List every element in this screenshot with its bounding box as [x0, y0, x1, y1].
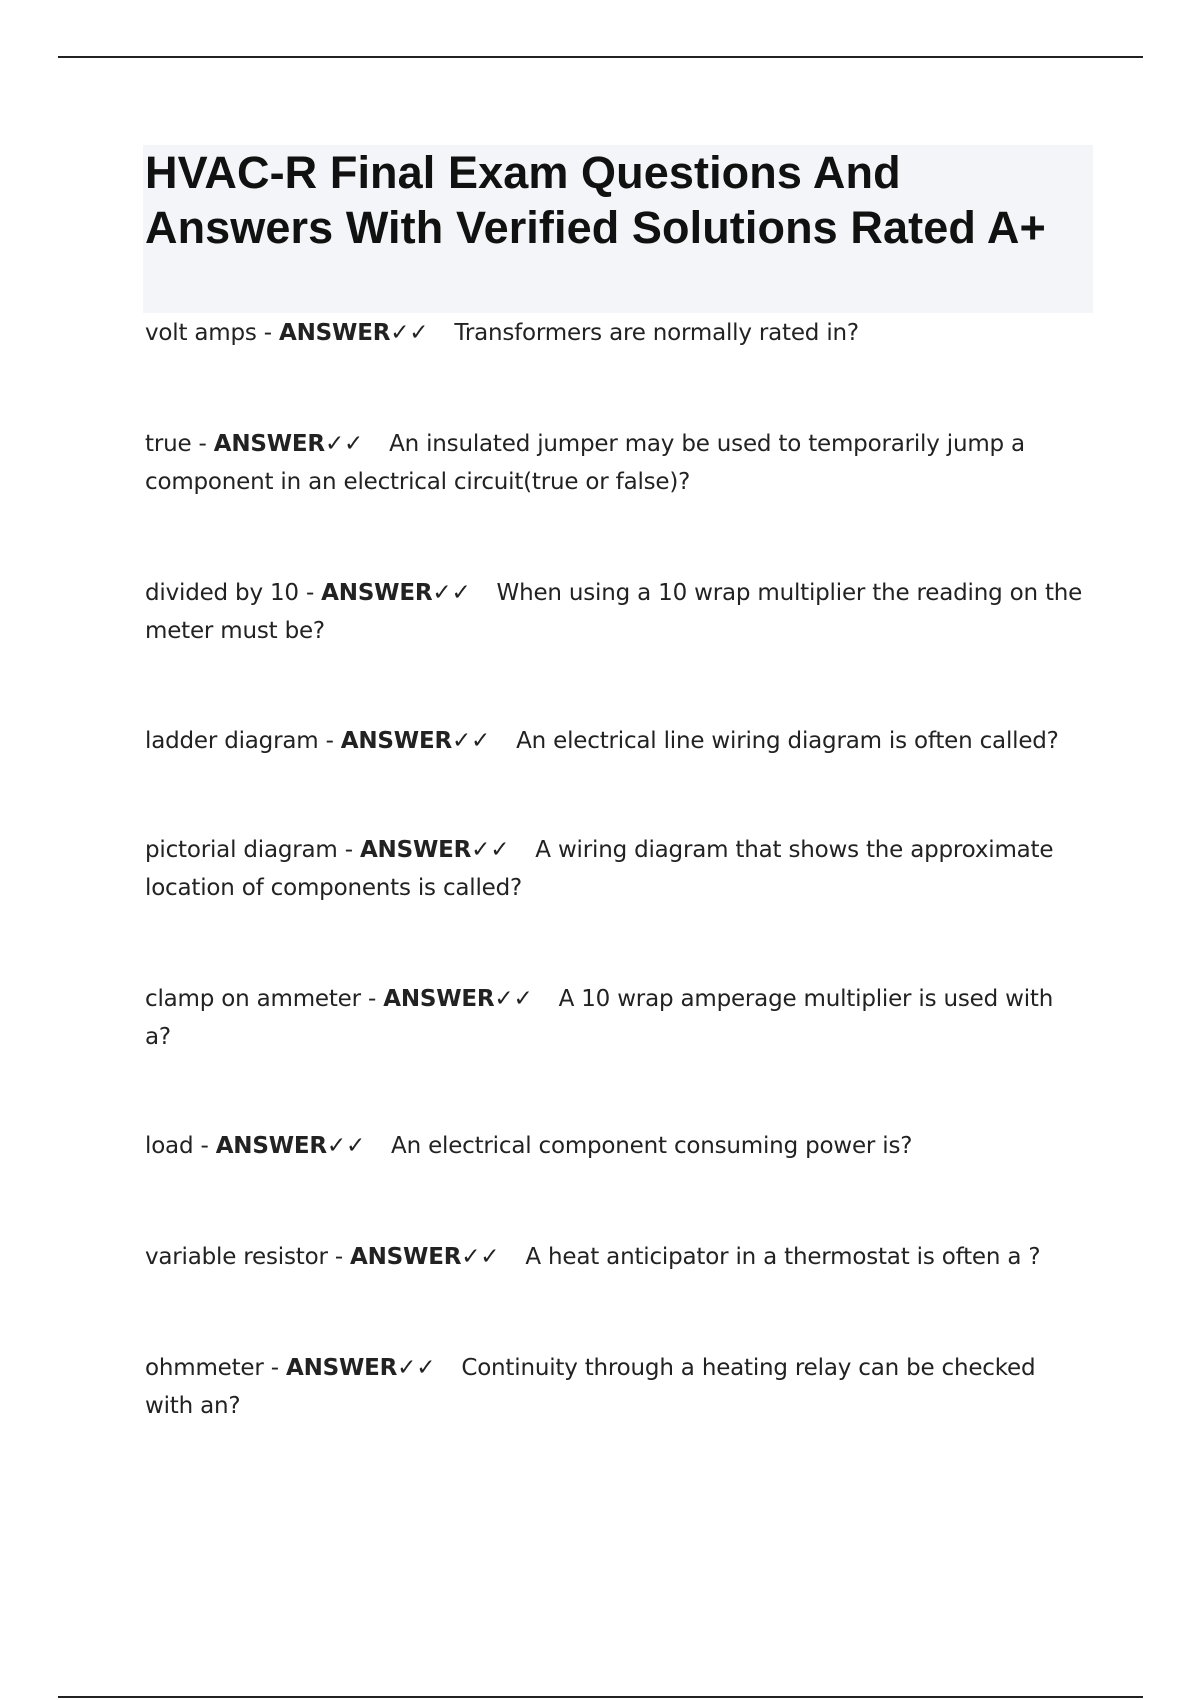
answer-marker: ANSWER✓✓ — [350, 1244, 500, 1270]
question-text: A 10 wrap amperage multiplier is used with a? — [145, 986, 1054, 1050]
qa-item: ohmmeter - ANSWER✓✓ Continuity through a heating relay can be checked with an? — [145, 1355, 1036, 1419]
qa-item: clamp on ammeter - ANSWER✓✓ A 10 wrap amperage multiplier is used with a? — [145, 986, 1054, 1050]
question-text: Continuity through a heating relay can be checked with an? — [145, 1355, 1036, 1419]
answer-marker: ANSWER✓✓ — [321, 580, 471, 606]
question-text: When using a 10 wrap multiplier the reading on the meter must be? — [145, 580, 1083, 644]
answer-marker: ANSWER✓✓ — [383, 986, 533, 1012]
question-text: An electrical component consuming power is? — [391, 1133, 913, 1159]
answer-marker: ANSWER✓✓ — [285, 1355, 436, 1381]
answer-text: volt amps — [145, 320, 257, 346]
answer-text: clamp on ammeter — [145, 986, 361, 1012]
answer-marker: ANSWER✓✓ — [279, 320, 429, 346]
qa-item: true - ANSWER✓✓ An insulated jumper may be used to temporarily jump a component in an electrical circuit(true or false)? — [145, 431, 1025, 495]
top-rule — [58, 56, 1143, 58]
answer-marker: ANSWER✓✓ — [213, 431, 364, 457]
answer-text: load — [145, 1133, 194, 1159]
answer-text: variable resistor — [145, 1244, 328, 1270]
document-title: HVAC-R Final Exam Questions And Answers With Verified Solutions Rated A+ — [145, 147, 1046, 253]
question-text: An insulated jumper may be used to temporarily jump a component in an electrical circuit(true or false)? — [145, 431, 1025, 495]
answer-text: ladder diagram — [145, 728, 319, 754]
question-text: A heat anticipator in a thermostat is often a ? — [525, 1244, 1041, 1270]
answer-marker: ANSWER✓✓ — [359, 837, 510, 863]
question-text: An electrical line wiring diagram is often called? — [516, 728, 1059, 754]
qa-item: divided by 10 - ANSWER✓✓ When using a 10 wrap multiplier the reading on the meter must be? — [145, 580, 1083, 644]
answer-marker: ANSWER✓✓ — [340, 728, 491, 754]
qa-item: variable resistor - ANSWER✓✓ A heat anticipator in a thermostat is often a ? — [145, 1244, 1041, 1270]
qa-item: ladder diagram - ANSWER✓✓ An electrical line wiring diagram is often called? — [145, 728, 1059, 754]
qa-item: pictorial diagram - ANSWER✓✓ A wiring diagram that shows the approximate location of components is called? — [145, 837, 1054, 901]
answer-marker: ANSWER✓✓ — [215, 1133, 366, 1159]
question-text: A wiring diagram that shows the approximate location of components is called? — [145, 837, 1054, 901]
answer-text: pictorial diagram — [145, 837, 338, 863]
answer-text: divided by 10 — [145, 580, 299, 606]
answer-text: ohmmeter — [145, 1355, 264, 1381]
qa-item: load - ANSWER✓✓ An electrical component consuming power is? — [145, 1133, 913, 1159]
answer-text: true — [145, 431, 192, 457]
title-block — [143, 145, 1093, 313]
bottom-rule — [58, 1696, 1143, 1698]
qa-item: volt amps - ANSWER✓✓ Transformers are normally rated in? — [145, 320, 859, 346]
question-text: Transformers are normally rated in? — [454, 320, 859, 346]
